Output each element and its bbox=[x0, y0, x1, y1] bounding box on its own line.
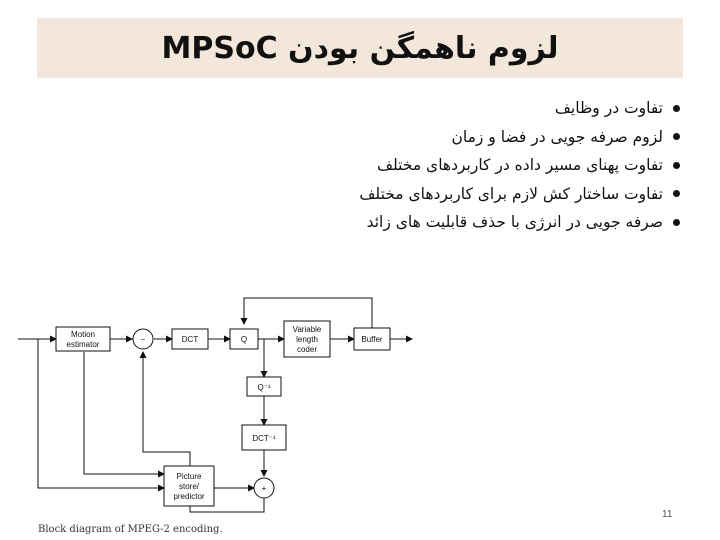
motion-estimator-label-1: Motion bbox=[70, 330, 96, 339]
subtract-symbol: − bbox=[140, 335, 146, 344]
dct-inverse-label: DCT⁻¹ bbox=[252, 434, 276, 443]
vlc-label-2: length bbox=[296, 335, 318, 344]
adder-node bbox=[254, 478, 274, 498]
vlc-label-1: Variable bbox=[292, 325, 322, 334]
motion-estimator-block bbox=[56, 327, 110, 351]
buffer-label: Buffer bbox=[361, 335, 383, 344]
bullet-text: تفاوت ساختار کش لازم برای کاربردهای مختلف bbox=[359, 184, 663, 203]
add-symbol: + bbox=[261, 484, 267, 493]
slide-title: لزوم ناهمگن بودن MPSoC bbox=[161, 30, 559, 66]
variable-length-coder-block bbox=[284, 321, 330, 357]
q-block bbox=[230, 329, 258, 349]
page-number: 11 bbox=[662, 509, 673, 520]
bullet-text: لزوم صرفه جویی در فضا و زمان bbox=[451, 127, 663, 146]
q-label: Q bbox=[240, 335, 248, 344]
dct-label: DCT bbox=[181, 335, 199, 344]
dct-block bbox=[172, 329, 208, 349]
picture-store-predictor-block bbox=[164, 466, 214, 506]
subtractor-node bbox=[133, 329, 153, 349]
motion-estimator-label-2: estimator bbox=[66, 340, 100, 349]
figure-caption: Block diagram of MPEG-2 encoding. bbox=[38, 524, 223, 535]
bullet-text: صرفه جویی در انرژی با حذف قابلیت های زائد bbox=[366, 213, 663, 232]
bullet-text: تفاوت در وظایف bbox=[554, 99, 663, 118]
vlc-label-3: coder bbox=[296, 345, 318, 354]
q-inverse-label: Q⁻¹ bbox=[257, 383, 271, 392]
predictor-label-2: store/ bbox=[178, 482, 200, 491]
bullet-text: تفاوت پهنای مسیر داده در کاربردهای مختلف bbox=[376, 156, 663, 175]
buffer-block bbox=[354, 328, 390, 350]
q-inverse-block bbox=[247, 377, 281, 396]
predictor-label-3: predictor bbox=[173, 492, 205, 501]
predictor-label-1: Picture bbox=[176, 472, 202, 481]
dct-inverse-block bbox=[242, 425, 286, 450]
